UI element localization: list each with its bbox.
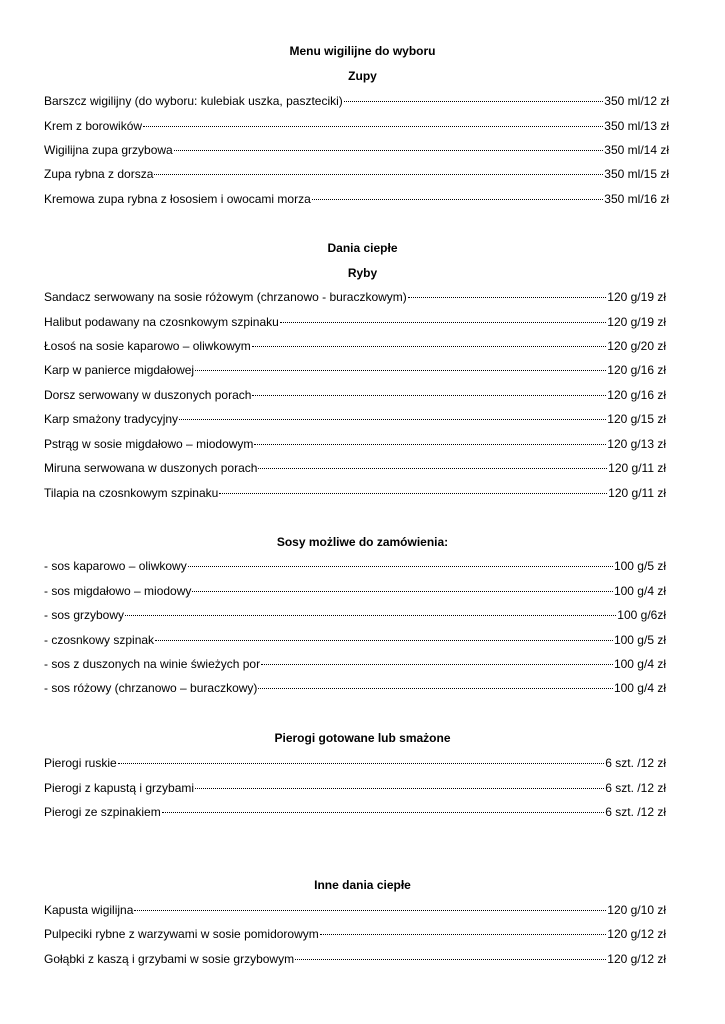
item-name: Sandacz serwowany na sosie różowym (chrzanowo - buraczkowym) [44,290,407,304]
item-name: - sos kaparowo – oliwkowy [44,559,187,573]
menu-item [44,191,669,207]
item-name: Pierogi z kapustą i grzybami [44,781,195,795]
section-heading-sauces: Sosy możliwe do zamówienia: [276,535,449,549]
item-name: - sos grzybowy [44,608,125,622]
menu-item [44,338,666,354]
item-name: Wigilijna zupa grzybowa [44,143,173,157]
item-name: Halibut podawany na czosnkowym szpinaku [44,315,279,329]
dot-leader [254,444,606,445]
section-heading-soups: Zupy [348,69,377,83]
item-name: Miruna serwowana w duszonych porach [44,461,258,475]
dot-leader [162,812,605,813]
item-price: 120 g/13 zł [607,437,666,451]
dot-leader [320,934,607,935]
item-name: - sos różowy (chrzanowo – buraczkowy) [44,681,258,695]
dot-leader [192,591,613,592]
item-price: 350 ml/13 zł [604,119,669,133]
item-price: 6 szt. /12 zł [605,781,666,795]
menu-item [44,632,666,648]
item-name: Łosoś na sosie kaparowo – oliwkowym [44,339,251,353]
item-name: Kremowa zupa rybna z łososiem i owocami morza [44,192,311,206]
menu-item [44,558,666,574]
dot-leader [195,370,606,371]
item-name: Gołąbki z kaszą i grzybami w sosie grzybowym [44,952,295,966]
item-price: 100 g/4 zł [613,584,666,598]
dot-leader [261,664,613,665]
menu-item [44,656,666,672]
dot-leader [188,566,613,567]
dot-leader [195,788,604,789]
dot-leader [252,346,607,347]
section-heading-other: Inne dania ciepłe [314,878,411,892]
item-price: 6 szt. /12 zł [605,805,666,819]
menu-item [44,142,669,158]
menu-item [44,780,666,796]
dot-leader [344,101,604,102]
dot-leader [154,174,603,175]
menu-item [44,460,666,476]
item-price: 100 g/4 zł [613,657,666,671]
item-name: Barszcz wigilijny (do wyboru: kulebiak uszka, paszteciki) [44,94,343,108]
item-price: 350 ml/15 zł [604,167,669,181]
menu-item [44,607,666,623]
menu-item [44,680,666,696]
dot-leader [179,419,606,420]
menu-item [44,362,666,378]
menu-item [44,755,666,771]
menu-item [44,485,666,501]
menu-item [44,387,666,403]
item-price: 120 g/11 zł [608,486,666,500]
item-price: 120 g/10 zł [607,903,666,917]
item-name: Pulpeciki rybne z warzywami w sosie pomidorowym [44,927,319,941]
item-price: 100 g/6zł [617,608,666,622]
menu-item [44,118,669,134]
item-name: Karp smażony tradycyjny [44,412,179,426]
item-name: Kapusta wigilijna [44,903,134,917]
dot-leader [280,322,606,323]
item-name: Pierogi ze szpinakiem [44,805,161,819]
dot-leader [125,615,616,616]
item-price: 350 ml/16 zł [604,192,669,206]
menu-item [44,902,666,918]
menu-title: Menu wigilijne do wyboru [289,44,436,58]
item-price: 120 g/11 zł [608,461,666,475]
dot-leader [252,395,606,396]
item-name: - sos migdałowo – miodowy [44,584,192,598]
section-heading-hot-dishes: Dania ciepłe [327,241,398,255]
dot-leader [174,150,604,151]
dot-leader [143,126,603,127]
item-price: 120 g/12 zł [607,927,666,941]
menu-item [44,166,669,182]
menu-item [44,289,666,305]
dot-leader [258,468,607,469]
item-name: - czosnkowy szpinak [44,633,155,647]
item-price: 120 g/16 zł [607,388,666,402]
menu-item [44,804,666,820]
section-heading-pierogi: Pierogi gotowane lub smażone [274,731,451,745]
item-name: Tilapia na czosnkowym szpinaku [44,486,219,500]
menu-item [44,951,666,967]
item-name: Pstrąg w sosie migdałowo – miodowym [44,437,254,451]
item-name: - sos z duszonych na winie świeżych por [44,657,261,671]
item-name: Karp w panierce migdałowej [44,363,195,377]
item-price: 120 g/15 zł [607,412,666,426]
item-price: 120 g/12 zł [607,952,666,966]
dot-leader [118,763,605,764]
dot-leader [312,199,604,200]
dot-leader [408,297,606,298]
dot-leader [258,688,613,689]
item-name: Zupa rybna z dorsza [44,167,154,181]
dot-leader [219,493,607,494]
menu-item [44,411,666,427]
menu-item [44,436,666,452]
item-price: 100 g/5 zł [613,633,666,647]
item-price: 120 g/19 zł [607,290,666,304]
item-name: Dorsz serwowany w duszonych porach [44,388,252,402]
dot-leader [155,640,613,641]
subsection-heading-fish: Ryby [347,266,378,280]
item-name: Pierogi ruskie [44,756,117,770]
menu-item [44,314,666,330]
item-price: 120 g/20 zł [607,339,666,353]
item-price: 6 szt. /12 zł [605,756,666,770]
dot-leader [295,959,606,960]
item-price: 100 g/4 zł [613,681,666,695]
item-price: 120 g/19 zł [607,315,666,329]
item-price: 350 ml/12 zł [604,94,669,108]
item-price: 120 g/16 zł [607,363,666,377]
menu-item [44,93,669,109]
item-name: Krem z borowików [44,119,143,133]
menu-item [44,926,666,942]
dot-leader [134,910,606,911]
menu-item [44,583,666,599]
item-price: 100 g/5 zł [613,559,666,573]
item-price: 350 ml/14 zł [604,143,669,157]
